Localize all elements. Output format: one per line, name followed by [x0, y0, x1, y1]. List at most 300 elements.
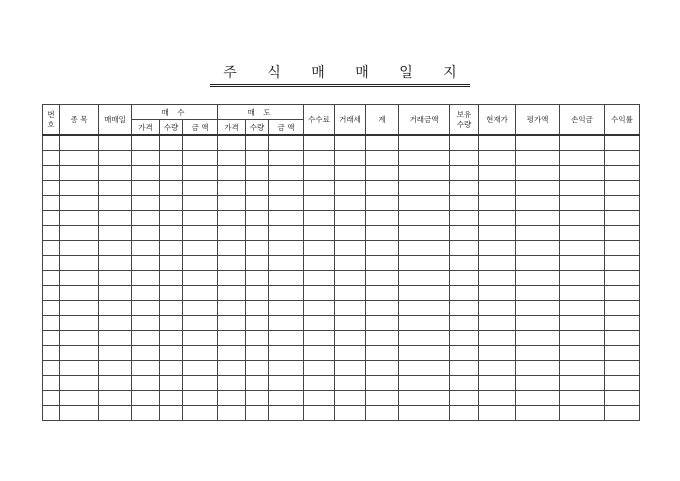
- table-cell[interactable]: [99, 301, 132, 316]
- table-cell[interactable]: [132, 181, 160, 196]
- table-cell[interactable]: [399, 376, 450, 391]
- table-cell[interactable]: [218, 316, 246, 331]
- table-cell[interactable]: [335, 301, 366, 316]
- table-cell[interactable]: [160, 135, 183, 151]
- table-cell[interactable]: [335, 226, 366, 241]
- table-cell[interactable]: [160, 376, 183, 391]
- table-cell[interactable]: [132, 135, 160, 151]
- table-cell[interactable]: [450, 271, 479, 286]
- table-cell[interactable]: [160, 301, 183, 316]
- table-cell[interactable]: [99, 151, 132, 166]
- table-cell[interactable]: [335, 211, 366, 226]
- table-cell[interactable]: [246, 166, 269, 181]
- table-cell[interactable]: [450, 166, 479, 181]
- table-cell[interactable]: [479, 211, 516, 226]
- table-cell[interactable]: [479, 346, 516, 361]
- table-cell[interactable]: [366, 346, 399, 361]
- table-cell[interactable]: [183, 286, 218, 301]
- table-cell[interactable]: [335, 286, 366, 301]
- table-cell[interactable]: [479, 226, 516, 241]
- table-cell[interactable]: [335, 391, 366, 406]
- table-cell[interactable]: [335, 346, 366, 361]
- table-cell[interactable]: [218, 151, 246, 166]
- table-cell[interactable]: [43, 181, 60, 196]
- table-cell[interactable]: [269, 406, 304, 421]
- table-cell[interactable]: [399, 241, 450, 256]
- table-cell[interactable]: [516, 241, 560, 256]
- table-cell[interactable]: [60, 406, 99, 421]
- table-cell[interactable]: [132, 271, 160, 286]
- table-cell[interactable]: [516, 151, 560, 166]
- table-cell[interactable]: [43, 271, 60, 286]
- table-cell[interactable]: [516, 286, 560, 301]
- table-cell[interactable]: [366, 151, 399, 166]
- table-cell[interactable]: [605, 196, 640, 211]
- table-cell[interactable]: [366, 166, 399, 181]
- table-cell[interactable]: [218, 286, 246, 301]
- table-cell[interactable]: [99, 196, 132, 211]
- table-cell[interactable]: [183, 406, 218, 421]
- table-cell[interactable]: [450, 301, 479, 316]
- table-cell[interactable]: [132, 226, 160, 241]
- table-cell[interactable]: [183, 376, 218, 391]
- table-cell[interactable]: [366, 241, 399, 256]
- table-cell[interactable]: [560, 196, 605, 211]
- table-cell[interactable]: [450, 316, 479, 331]
- table-cell[interactable]: [132, 286, 160, 301]
- table-cell[interactable]: [60, 361, 99, 376]
- table-cell[interactable]: [60, 331, 99, 346]
- table-cell[interactable]: [99, 211, 132, 226]
- table-cell[interactable]: [269, 151, 304, 166]
- table-cell[interactable]: [183, 346, 218, 361]
- table-cell[interactable]: [399, 316, 450, 331]
- table-cell[interactable]: [304, 256, 335, 271]
- table-cell[interactable]: [160, 361, 183, 376]
- table-cell[interactable]: [218, 301, 246, 316]
- table-cell[interactable]: [132, 346, 160, 361]
- table-cell[interactable]: [335, 376, 366, 391]
- table-cell[interactable]: [183, 151, 218, 166]
- table-cell[interactable]: [516, 166, 560, 181]
- table-cell[interactable]: [560, 376, 605, 391]
- table-cell[interactable]: [560, 316, 605, 331]
- table-cell[interactable]: [160, 316, 183, 331]
- table-cell[interactable]: [218, 196, 246, 211]
- table-cell[interactable]: [160, 226, 183, 241]
- table-cell[interactable]: [605, 166, 640, 181]
- table-cell[interactable]: [160, 391, 183, 406]
- table-cell[interactable]: [246, 226, 269, 241]
- table-cell[interactable]: [479, 316, 516, 331]
- table-cell[interactable]: [60, 151, 99, 166]
- table-cell[interactable]: [60, 196, 99, 211]
- table-cell[interactable]: [132, 376, 160, 391]
- table-cell[interactable]: [160, 346, 183, 361]
- table-cell[interactable]: [183, 361, 218, 376]
- table-cell[interactable]: [560, 406, 605, 421]
- table-cell[interactable]: [399, 271, 450, 286]
- table-cell[interactable]: [246, 301, 269, 316]
- table-cell[interactable]: [269, 331, 304, 346]
- table-cell[interactable]: [269, 256, 304, 271]
- table-cell[interactable]: [516, 135, 560, 151]
- table-cell[interactable]: [560, 135, 605, 151]
- table-cell[interactable]: [132, 196, 160, 211]
- table-cell[interactable]: [99, 135, 132, 151]
- table-cell[interactable]: [304, 151, 335, 166]
- table-cell[interactable]: [304, 241, 335, 256]
- table-cell[interactable]: [269, 271, 304, 286]
- table-cell[interactable]: [366, 361, 399, 376]
- table-cell[interactable]: [269, 391, 304, 406]
- table-cell[interactable]: [60, 166, 99, 181]
- table-cell[interactable]: [605, 316, 640, 331]
- table-cell[interactable]: [132, 151, 160, 166]
- table-cell[interactable]: [450, 256, 479, 271]
- table-cell[interactable]: [269, 286, 304, 301]
- table-cell[interactable]: [335, 151, 366, 166]
- table-cell[interactable]: [218, 391, 246, 406]
- table-cell[interactable]: [516, 346, 560, 361]
- table-cell[interactable]: [160, 331, 183, 346]
- table-cell[interactable]: [246, 196, 269, 211]
- table-cell[interactable]: [269, 376, 304, 391]
- table-cell[interactable]: [60, 391, 99, 406]
- table-cell[interactable]: [132, 256, 160, 271]
- table-cell[interactable]: [304, 361, 335, 376]
- table-cell[interactable]: [450, 331, 479, 346]
- table-cell[interactable]: [246, 346, 269, 361]
- table-cell[interactable]: [246, 211, 269, 226]
- table-cell[interactable]: [218, 226, 246, 241]
- table-cell[interactable]: [366, 301, 399, 316]
- table-cell[interactable]: [516, 226, 560, 241]
- table-cell[interactable]: [560, 151, 605, 166]
- table-cell[interactable]: [366, 226, 399, 241]
- table-cell[interactable]: [269, 301, 304, 316]
- table-cell[interactable]: [43, 316, 60, 331]
- table-cell[interactable]: [43, 211, 60, 226]
- table-cell[interactable]: [304, 135, 335, 151]
- table-cell[interactable]: [560, 346, 605, 361]
- table-cell[interactable]: [335, 135, 366, 151]
- table-cell[interactable]: [366, 286, 399, 301]
- table-cell[interactable]: [304, 391, 335, 406]
- table-cell[interactable]: [450, 226, 479, 241]
- table-cell[interactable]: [43, 406, 60, 421]
- table-cell[interactable]: [246, 256, 269, 271]
- table-cell[interactable]: [605, 361, 640, 376]
- table-cell[interactable]: [516, 406, 560, 421]
- table-cell[interactable]: [269, 361, 304, 376]
- table-cell[interactable]: [516, 211, 560, 226]
- table-cell[interactable]: [366, 271, 399, 286]
- table-cell[interactable]: [304, 316, 335, 331]
- table-cell[interactable]: [60, 376, 99, 391]
- table-cell[interactable]: [269, 226, 304, 241]
- table-cell[interactable]: [479, 361, 516, 376]
- table-cell[interactable]: [450, 376, 479, 391]
- table-cell[interactable]: [479, 391, 516, 406]
- table-cell[interactable]: [479, 301, 516, 316]
- table-cell[interactable]: [183, 135, 218, 151]
- table-cell[interactable]: [479, 166, 516, 181]
- table-cell[interactable]: [160, 271, 183, 286]
- table-cell[interactable]: [450, 346, 479, 361]
- table-cell[interactable]: [246, 241, 269, 256]
- table-cell[interactable]: [218, 211, 246, 226]
- table-cell[interactable]: [60, 271, 99, 286]
- table-cell[interactable]: [516, 271, 560, 286]
- table-cell[interactable]: [450, 196, 479, 211]
- table-cell[interactable]: [399, 286, 450, 301]
- table-cell[interactable]: [516, 331, 560, 346]
- table-cell[interactable]: [516, 376, 560, 391]
- table-cell[interactable]: [304, 271, 335, 286]
- table-cell[interactable]: [183, 181, 218, 196]
- table-cell[interactable]: [304, 301, 335, 316]
- table-cell[interactable]: [366, 406, 399, 421]
- table-cell[interactable]: [479, 181, 516, 196]
- table-cell[interactable]: [304, 286, 335, 301]
- table-cell[interactable]: [605, 346, 640, 361]
- table-cell[interactable]: [183, 226, 218, 241]
- table-cell[interactable]: [399, 151, 450, 166]
- table-cell[interactable]: [99, 256, 132, 271]
- table-cell[interactable]: [43, 166, 60, 181]
- table-cell[interactable]: [218, 256, 246, 271]
- table-cell[interactable]: [399, 301, 450, 316]
- table-cell[interactable]: [366, 391, 399, 406]
- table-cell[interactable]: [605, 376, 640, 391]
- table-cell[interactable]: [399, 391, 450, 406]
- table-cell[interactable]: [304, 196, 335, 211]
- table-cell[interactable]: [246, 135, 269, 151]
- table-cell[interactable]: [605, 331, 640, 346]
- table-cell[interactable]: [183, 196, 218, 211]
- table-cell[interactable]: [560, 271, 605, 286]
- table-cell[interactable]: [605, 135, 640, 151]
- table-cell[interactable]: [43, 361, 60, 376]
- table-cell[interactable]: [132, 166, 160, 181]
- table-cell[interactable]: [132, 241, 160, 256]
- table-cell[interactable]: [132, 211, 160, 226]
- table-cell[interactable]: [605, 286, 640, 301]
- table-cell[interactable]: [605, 391, 640, 406]
- table-cell[interactable]: [479, 196, 516, 211]
- table-cell[interactable]: [450, 181, 479, 196]
- table-cell[interactable]: [516, 361, 560, 376]
- table-cell[interactable]: [560, 241, 605, 256]
- table-cell[interactable]: [99, 406, 132, 421]
- table-cell[interactable]: [183, 241, 218, 256]
- table-cell[interactable]: [246, 391, 269, 406]
- table-cell[interactable]: [43, 226, 60, 241]
- table-cell[interactable]: [399, 181, 450, 196]
- table-cell[interactable]: [366, 181, 399, 196]
- table-cell[interactable]: [99, 376, 132, 391]
- table-cell[interactable]: [605, 211, 640, 226]
- table-cell[interactable]: [560, 256, 605, 271]
- table-cell[interactable]: [183, 316, 218, 331]
- table-cell[interactable]: [218, 361, 246, 376]
- table-cell[interactable]: [304, 406, 335, 421]
- table-cell[interactable]: [366, 331, 399, 346]
- table-cell[interactable]: [160, 241, 183, 256]
- table-cell[interactable]: [99, 361, 132, 376]
- table-cell[interactable]: [335, 406, 366, 421]
- table-cell[interactable]: [560, 286, 605, 301]
- table-cell[interactable]: [246, 331, 269, 346]
- table-cell[interactable]: [479, 406, 516, 421]
- table-cell[interactable]: [399, 406, 450, 421]
- table-cell[interactable]: [43, 376, 60, 391]
- table-cell[interactable]: [60, 256, 99, 271]
- table-cell[interactable]: [399, 361, 450, 376]
- table-cell[interactable]: [335, 331, 366, 346]
- table-cell[interactable]: [43, 256, 60, 271]
- table-cell[interactable]: [479, 286, 516, 301]
- table-cell[interactable]: [304, 376, 335, 391]
- table-cell[interactable]: [60, 301, 99, 316]
- table-cell[interactable]: [335, 271, 366, 286]
- table-cell[interactable]: [43, 135, 60, 151]
- table-cell[interactable]: [43, 241, 60, 256]
- table-cell[interactable]: [43, 331, 60, 346]
- table-cell[interactable]: [60, 226, 99, 241]
- table-cell[interactable]: [43, 196, 60, 211]
- table-cell[interactable]: [605, 151, 640, 166]
- table-cell[interactable]: [605, 301, 640, 316]
- table-cell[interactable]: [160, 181, 183, 196]
- table-cell[interactable]: [269, 196, 304, 211]
- table-cell[interactable]: [399, 166, 450, 181]
- table-cell[interactable]: [132, 391, 160, 406]
- table-cell[interactable]: [218, 181, 246, 196]
- table-cell[interactable]: [99, 346, 132, 361]
- table-cell[interactable]: [605, 226, 640, 241]
- table-cell[interactable]: [366, 376, 399, 391]
- table-cell[interactable]: [246, 271, 269, 286]
- table-cell[interactable]: [132, 406, 160, 421]
- table-cell[interactable]: [43, 151, 60, 166]
- table-cell[interactable]: [160, 406, 183, 421]
- table-cell[interactable]: [450, 211, 479, 226]
- table-cell[interactable]: [560, 331, 605, 346]
- table-cell[interactable]: [399, 211, 450, 226]
- table-cell[interactable]: [605, 241, 640, 256]
- table-cell[interactable]: [560, 181, 605, 196]
- table-cell[interactable]: [99, 181, 132, 196]
- table-cell[interactable]: [132, 301, 160, 316]
- table-cell[interactable]: [183, 271, 218, 286]
- table-cell[interactable]: [99, 391, 132, 406]
- table-cell[interactable]: [246, 181, 269, 196]
- table-cell[interactable]: [366, 135, 399, 151]
- table-cell[interactable]: [269, 166, 304, 181]
- table-cell[interactable]: [218, 331, 246, 346]
- table-cell[interactable]: [516, 256, 560, 271]
- table-cell[interactable]: [183, 211, 218, 226]
- table-cell[interactable]: [43, 346, 60, 361]
- table-cell[interactable]: [218, 271, 246, 286]
- table-cell[interactable]: [304, 181, 335, 196]
- table-cell[interactable]: [516, 196, 560, 211]
- table-cell[interactable]: [479, 151, 516, 166]
- table-cell[interactable]: [366, 211, 399, 226]
- table-cell[interactable]: [450, 135, 479, 151]
- table-cell[interactable]: [605, 271, 640, 286]
- table-cell[interactable]: [335, 241, 366, 256]
- table-cell[interactable]: [60, 135, 99, 151]
- table-cell[interactable]: [479, 256, 516, 271]
- table-cell[interactable]: [60, 211, 99, 226]
- table-cell[interactable]: [399, 196, 450, 211]
- table-cell[interactable]: [335, 361, 366, 376]
- table-cell[interactable]: [99, 166, 132, 181]
- table-cell[interactable]: [479, 135, 516, 151]
- table-cell[interactable]: [269, 135, 304, 151]
- table-cell[interactable]: [335, 166, 366, 181]
- table-cell[interactable]: [605, 406, 640, 421]
- table-cell[interactable]: [218, 166, 246, 181]
- table-cell[interactable]: [269, 211, 304, 226]
- table-cell[interactable]: [335, 256, 366, 271]
- table-cell[interactable]: [560, 166, 605, 181]
- table-cell[interactable]: [450, 361, 479, 376]
- table-cell[interactable]: [516, 316, 560, 331]
- table-cell[interactable]: [60, 346, 99, 361]
- table-cell[interactable]: [304, 331, 335, 346]
- table-cell[interactable]: [246, 316, 269, 331]
- table-cell[interactable]: [450, 241, 479, 256]
- table-cell[interactable]: [183, 256, 218, 271]
- table-cell[interactable]: [560, 211, 605, 226]
- table-cell[interactable]: [246, 361, 269, 376]
- table-cell[interactable]: [335, 316, 366, 331]
- table-cell[interactable]: [269, 316, 304, 331]
- table-cell[interactable]: [516, 301, 560, 316]
- table-cell[interactable]: [246, 406, 269, 421]
- table-cell[interactable]: [246, 286, 269, 301]
- table-cell[interactable]: [132, 331, 160, 346]
- table-cell[interactable]: [43, 301, 60, 316]
- table-cell[interactable]: [269, 241, 304, 256]
- table-cell[interactable]: [335, 181, 366, 196]
- table-cell[interactable]: [99, 331, 132, 346]
- table-cell[interactable]: [218, 135, 246, 151]
- table-cell[interactable]: [560, 391, 605, 406]
- table-cell[interactable]: [450, 406, 479, 421]
- table-cell[interactable]: [304, 226, 335, 241]
- table-cell[interactable]: [218, 376, 246, 391]
- table-cell[interactable]: [269, 181, 304, 196]
- table-cell[interactable]: [160, 286, 183, 301]
- table-cell[interactable]: [99, 241, 132, 256]
- table-cell[interactable]: [399, 226, 450, 241]
- table-cell[interactable]: [304, 166, 335, 181]
- table-cell[interactable]: [479, 241, 516, 256]
- table-cell[interactable]: [183, 331, 218, 346]
- table-cell[interactable]: [60, 241, 99, 256]
- table-cell[interactable]: [450, 151, 479, 166]
- table-cell[interactable]: [43, 391, 60, 406]
- table-cell[interactable]: [60, 316, 99, 331]
- table-cell[interactable]: [99, 226, 132, 241]
- table-cell[interactable]: [479, 376, 516, 391]
- table-cell[interactable]: [399, 346, 450, 361]
